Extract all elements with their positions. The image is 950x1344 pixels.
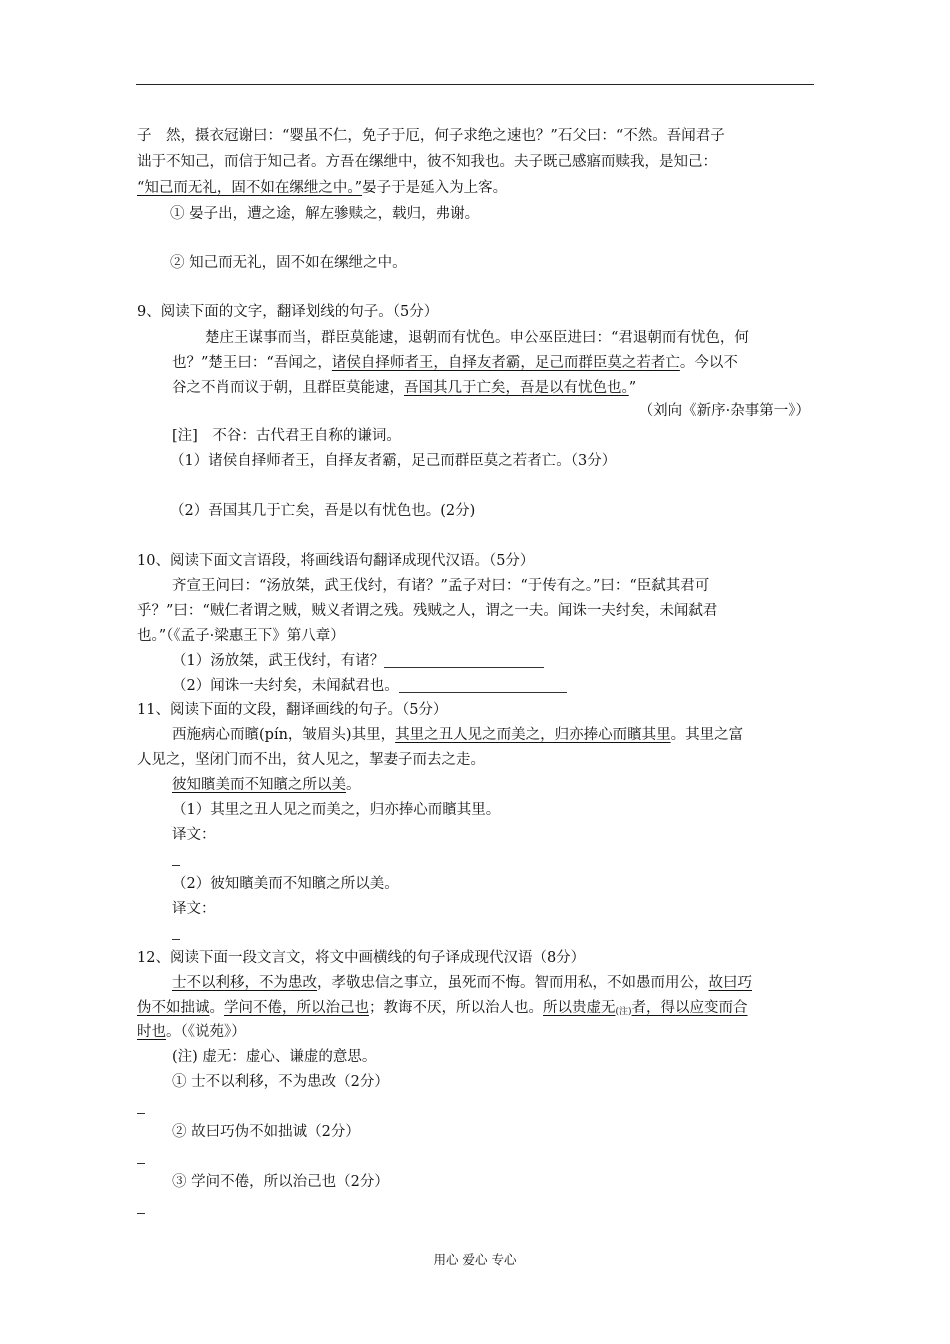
underlined-sentence: 诸侯自择师者王，自择友者霸，足己而群臣莫之若者亡 (331, 355, 680, 371)
question-title: 10、阅读下面文言语段，将画线语句翻译成现代汉语。（5分） (137, 553, 535, 569)
underlined-sentence: 者，得以应变而合 (631, 1000, 748, 1016)
underlined-sentence: 其里之丑人见之而美之，归亦捧心而矉其里 (395, 727, 671, 743)
text-segment: （2）闻诛一夫纣矣，未闻弑君也。 (172, 678, 399, 694)
text-segment: 。今以不 (679, 355, 738, 371)
passage-line: 乎？”曰：“贼仁者谓之贼，贼义者谓之残。残贼之人，谓之一夫。闻诛一夫纣矣，未闻弑君 (137, 603, 718, 619)
text-segment: 。 (209, 1000, 224, 1016)
question-title: 9、阅读下面的文字，翻译划线的句子。（5分） (137, 304, 439, 320)
passage-line (137, 1022, 246, 1042)
translation-item: ③ 学问不倦，所以治己也（2分） (172, 1174, 389, 1190)
passage-line (172, 353, 738, 373)
header-rule (136, 84, 814, 85)
underlined-sentence: 时也 (137, 1024, 166, 1040)
answer-line[interactable] (137, 1113, 145, 1114)
translation-item: ① 士不以利移，不为患改（2分） (172, 1074, 389, 1090)
text-segment: 谷之不肖而议于朝，且群臣莫能逮， (172, 380, 404, 396)
text-segment: ” (628, 380, 637, 396)
translation-item: ① 晏子出，遭之途，解左骖赎之，载归，弗谢。 (170, 206, 480, 222)
page-footer: 用心 爱心 专心 (433, 1252, 517, 1267)
translation-item: （2）吾国其几于亡矣，吾是以有忧色也。(2分) (170, 503, 476, 519)
passage-line (172, 725, 743, 745)
text-segment: 。（《说苑》） (166, 1024, 246, 1040)
translation-item: （1）其里之丑人见之而美之，归亦捧心而矉其里。 (172, 802, 501, 818)
text-segment: 晏子于是延入为上客。 (362, 180, 508, 196)
underlined-sentence: 吾国其几于亡矣，吾是以有忧色也。 (404, 380, 629, 396)
translation-item: ② 故曰巧伪不如拙诚（2分） (172, 1124, 360, 1140)
translation-label: 译文： (172, 827, 216, 843)
passage-line: 诎于不知己，而信于知己者。方吾在缧绁中，彼不知我也。夫子既己感寤而赎我，是知己： (137, 154, 717, 170)
text-segment: ，孝敬忠信之事立，虽死而不悔。智而用私，不如愚而用公， (317, 975, 709, 991)
text-segment: 。其里之富 (670, 727, 744, 743)
answer-blank[interactable] (399, 678, 567, 693)
question-title: 11、阅读下面的文段，翻译画线的句子。（5分） (137, 702, 448, 718)
answer-line[interactable] (137, 1213, 145, 1214)
underlined-sentence: 士不以利移，不为患改 (172, 975, 317, 991)
underlined-sentence: 故曰巧 (708, 975, 752, 991)
passage-line: 楚庄王谋事而当，群臣莫能逮，退朝而有忧色。申公巫臣进曰：“君退朝而有忧色，何 (205, 330, 749, 346)
text-segment: 西施病心而矉(pín，皱眉头)其里， (172, 727, 396, 743)
translation-item (172, 676, 567, 696)
note: [注] 不谷：古代君王自称的谦词。 (172, 428, 401, 444)
text-segment: （1）汤放桀，武王伐纣，有诸？ (172, 653, 385, 669)
underlined-sentence: 伪不如拙诚 (137, 1000, 210, 1016)
underlined-sentence: 彼知矉美而不知矉之所以美 (172, 777, 346, 793)
passage-line (172, 775, 361, 795)
underlined-sentence: 学问不倦，所以治己也 (224, 1000, 369, 1016)
note: (注) 虚无：虚心、谦虚的意思。 (172, 1049, 377, 1065)
underlined-sentence: 所以贵虚无 (543, 1000, 616, 1016)
text-segment: 也？”楚王曰：“吾闻之， (172, 355, 332, 371)
translation-item: ② 知己而无礼，固不如在缧绁之中。 (170, 255, 407, 271)
text-segment: ；教诲不厌，所以治人也。 (369, 1000, 543, 1016)
source-citation: （刘向《新序·杂事第一》） (638, 403, 810, 419)
passage-line (172, 973, 752, 993)
answer-line[interactable] (172, 939, 180, 940)
passage-line: 也。”（《孟子·梁惠王下》第八章） (137, 628, 345, 644)
passage-line (137, 998, 748, 1022)
translation-item (172, 651, 544, 671)
passage-line: 人见之，坚闭门而不出，贫人见之，挈妻子而去之走。 (137, 752, 485, 768)
translation-item: （1）诸侯自择师者王，自择友者霸，足己而群臣莫之若者亡。（3分） (170, 453, 617, 469)
translation-label: 译文： (172, 901, 216, 917)
text-segment: 。 (346, 777, 361, 793)
question-title: 12、阅读下面一段文言文，将文中画横线的句子译成现代汉语（8分） (137, 950, 586, 966)
passage-line: 齐宣王问曰：“汤放桀，武王伐纣，有诸？”孟子对曰：“于传有之。”曰：“臣弑其君可 (172, 578, 710, 594)
passage-line (172, 378, 636, 398)
answer-blank[interactable] (384, 653, 544, 668)
answer-line[interactable] (137, 1163, 145, 1164)
answer-line[interactable] (172, 865, 180, 866)
underlined-sentence: “知己而无礼，固不如在缧绁之中。” (137, 180, 363, 196)
passage-line: 子 然，摄衣冠谢曰：“婴虽不仁，免子于厄，何子求绝之速也？”石父曰：“不然。吾闻君子 (137, 128, 725, 144)
passage-line (137, 178, 507, 198)
note-marker: (注) (615, 1007, 632, 1017)
translation-item: （2）彼知矉美而不知矉之所以美。 (172, 876, 399, 892)
